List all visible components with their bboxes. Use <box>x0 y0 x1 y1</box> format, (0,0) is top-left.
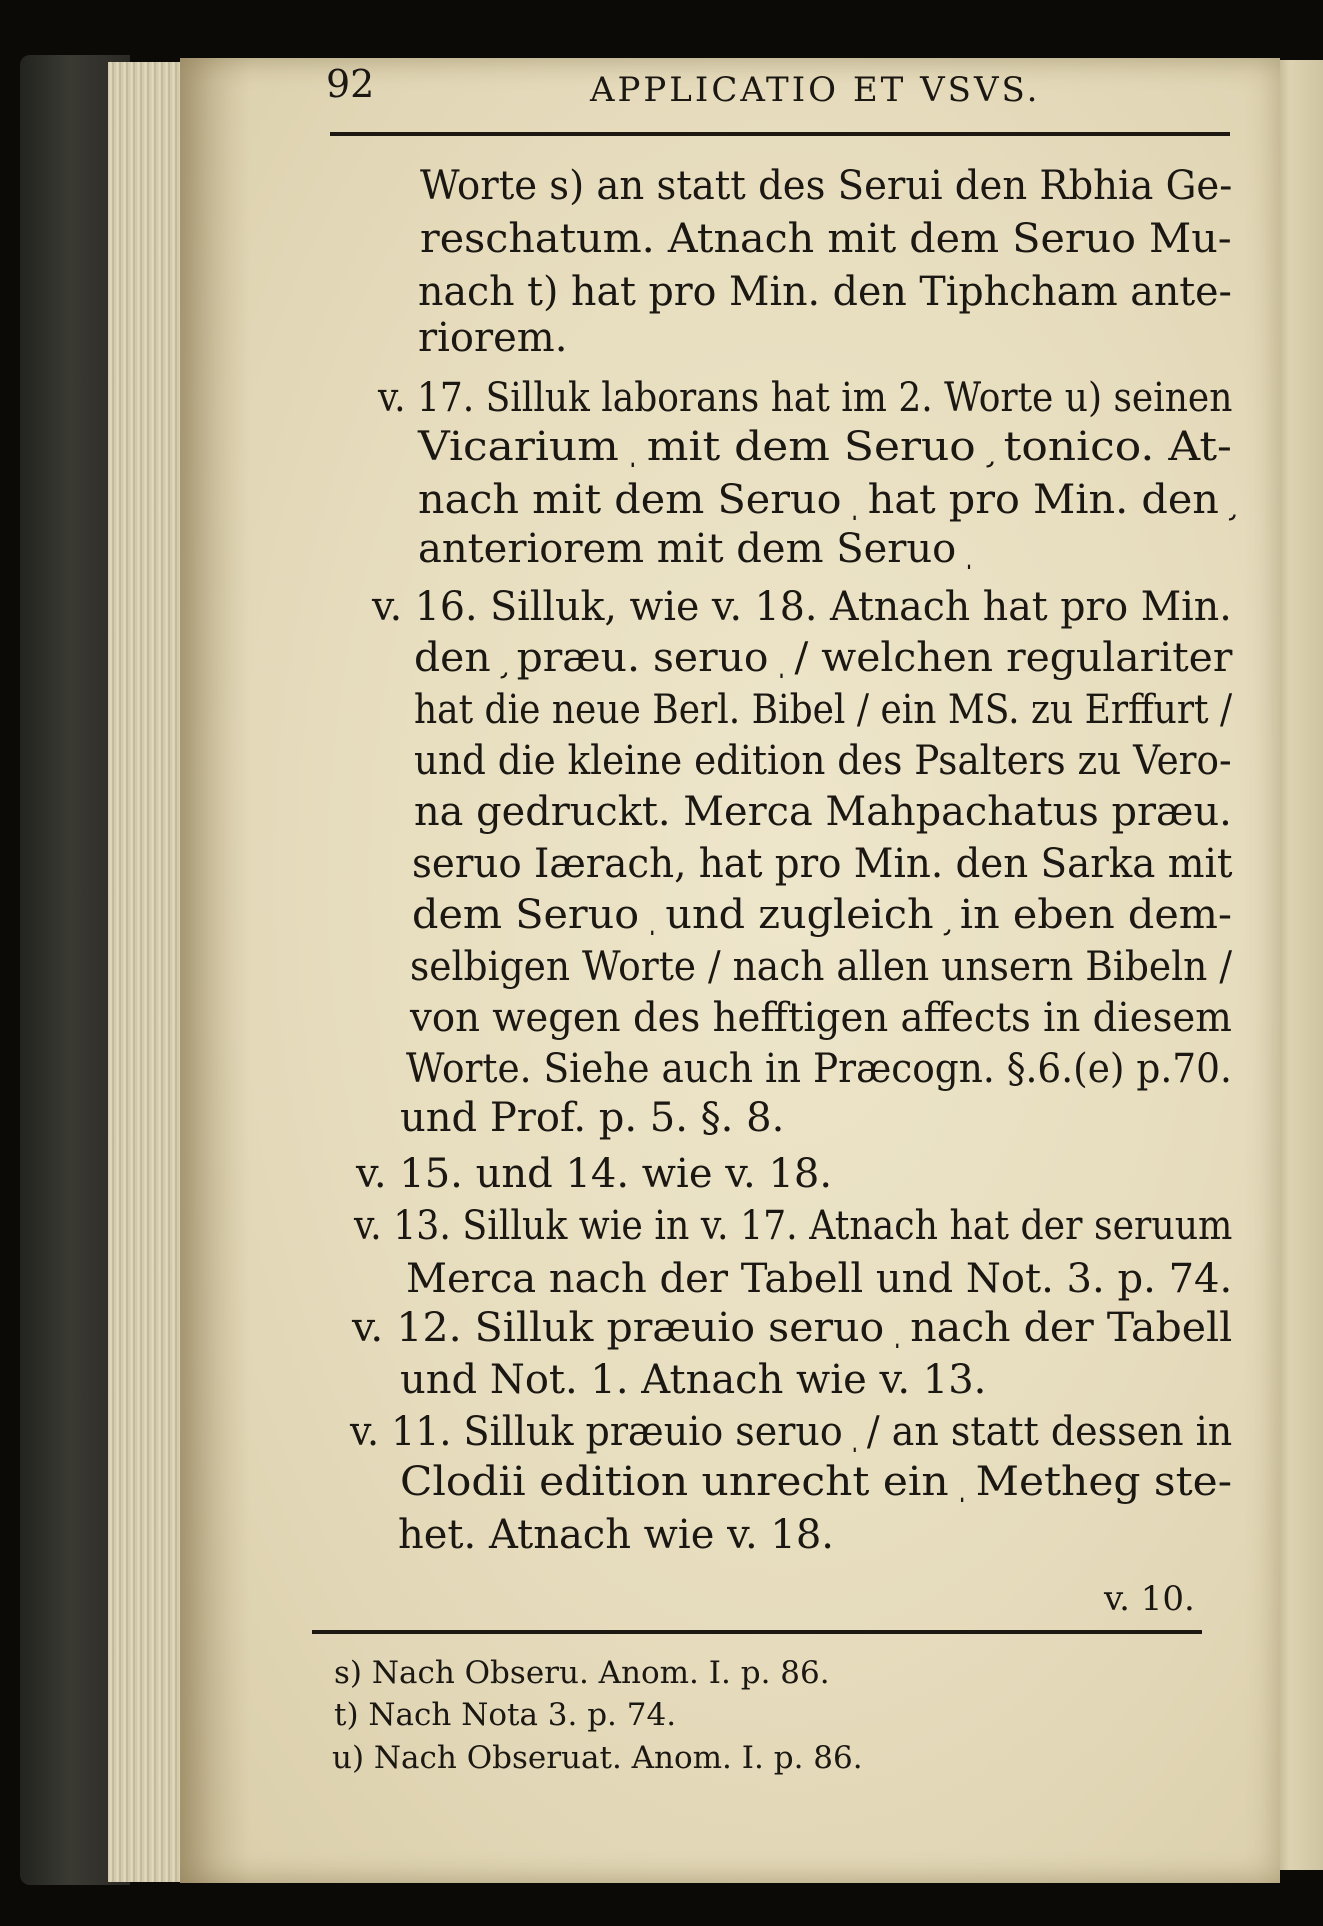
text-line: und Prof. p. 5. §. 8. <box>400 1095 785 1141</box>
text-line: reschatum. Atnach mit dem Seruo Mu- <box>420 216 1232 262</box>
header-rule <box>330 132 1230 136</box>
text-line: Worte s) an statt des Serui den Rbhia Ge- <box>420 163 1233 209</box>
text-line: v. 17. Silluk laborans hat im 2. Worte u) seinen <box>378 375 1233 421</box>
text-line: seruo Iærach, hat pro Min. den Sarka mit <box>412 841 1233 887</box>
text-line: von wegen des hefftigen affects in diesem <box>410 995 1232 1041</box>
text-line: Worte. Siehe auch in Præcogn. §.6.(e) p.70. <box>406 1046 1232 1092</box>
text-line: den ֥ præu. seruo ֽ / welchen regulariter <box>414 635 1233 681</box>
footnote: u) Nach Obseruat. Anom. I. p. 86. <box>332 1740 863 1776</box>
page-number: 92 <box>326 62 375 106</box>
text-line: Merca nach der Tabell und Not. 3. p. 74. <box>406 1256 1233 1302</box>
text-line: hat die neue Berl. Bibel / ein MS. zu Erffurt / <box>414 687 1233 733</box>
text-line: het. Atnach wie v. 18. <box>398 1512 834 1558</box>
text-line: dem Seruo ֽ und zugleich ֥ in eben dem- <box>412 892 1232 938</box>
text-line: nach mit dem Seruo ֽ hat pro Min. den ֥ <box>418 477 1233 523</box>
text-line: nach t) hat pro Min. den Tiphcham ante- <box>418 269 1232 315</box>
footnote: t) Nach Nota 3. p. 74. <box>334 1697 677 1733</box>
gutter-shadow <box>180 58 250 1883</box>
text-line: riorem. <box>418 315 568 361</box>
text-line: und Not. 1. Atnach wie v. 13. <box>400 1357 987 1403</box>
text-line: v. 12. Silluk præuio seruo ֽ nach der Tabell <box>352 1305 1233 1351</box>
footnote-rule <box>312 1630 1202 1634</box>
running-head: APPLICATIO ET VSVS. <box>590 70 1041 110</box>
text-line: und die kleine edition des Psalters zu Vero- <box>414 738 1232 784</box>
text-line: Vicarium ֽ mit dem Seruo ֥ tonico. At- <box>418 424 1232 470</box>
text-line: v. 16. Silluk, wie v. 18. Atnach hat pro Min. <box>372 584 1232 630</box>
text-line: v. 11. Silluk præuio seruo ֽ / an statt dessen in <box>350 1409 1233 1455</box>
catchword: v. 10. <box>1104 1579 1195 1619</box>
text-line: na gedruckt. Merca Mahpachatus præu. <box>414 789 1232 835</box>
text-line: v. 15. und 14. wie v. 18. <box>356 1151 833 1197</box>
text-line: anteriorem mit dem Seruo ֽ <box>418 526 969 572</box>
text-line: v. 13. Silluk wie in v. 17. Atnach hat der seruum <box>354 1203 1233 1249</box>
footnote: s) Nach Obseru. Anom. I. p. 86. <box>334 1655 830 1691</box>
text-line: Clodii edition unrecht ein ֽ Metheg ste- <box>400 1459 1233 1505</box>
text-line: selbigen Worte / nach allen unsern Bibeln / <box>410 944 1232 990</box>
